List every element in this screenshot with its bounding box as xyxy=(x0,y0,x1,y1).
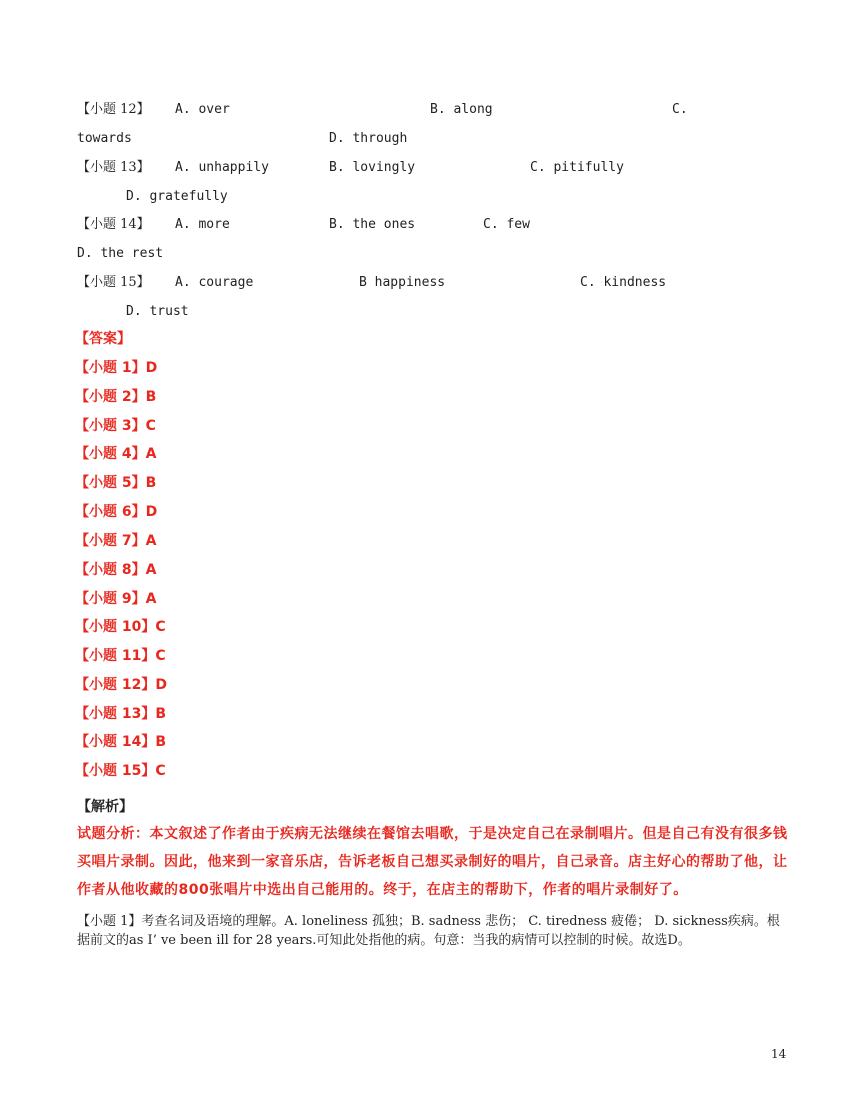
question-13-option-a: A. unhappily xyxy=(175,160,269,175)
answer-item: 【小题 9】A xyxy=(75,591,157,607)
answer-item: 【小题 11】C xyxy=(75,648,166,664)
question-12-label: 【小题 12】 xyxy=(77,102,150,117)
answer-item: 【小题 6】D xyxy=(75,504,158,520)
answer-item: 【小题 2】B xyxy=(75,389,157,405)
question-12-option-a: A. over xyxy=(175,102,230,117)
question-15-option-d: D. trust xyxy=(126,304,189,319)
answer-item: 【小题 12】D xyxy=(75,677,167,693)
question-15-option-b: B happiness xyxy=(359,275,446,290)
question-15-option-c: C. kindness xyxy=(580,275,667,290)
analysis-summary: 试题分析：本文叙述了作者由于疾病无法继续在餐馆去唱歌，于是决定自己在录制唱片。但是自己有没有很多钱买唱片录制。因此，他来到一家音乐店，告诉老板自己想买录制好的唱片，自己录音。店主好心的帮助了他，让作者从他收藏的800张唱片中选出自己能用的。终于，在店主的帮助下，作者的唱片录制好了。 xyxy=(77,826,788,898)
question-13-option-d: D. gratefully xyxy=(126,189,228,204)
answer-item: 【小题 14】B xyxy=(75,734,167,750)
question-15-option-a: A. courage xyxy=(175,275,254,290)
answer-item: 【小题 7】A xyxy=(75,533,157,549)
question-14-option-d: D. the rest xyxy=(77,246,164,261)
question-12-option-c-text: towards xyxy=(77,131,132,146)
answer-item: 【小题 10】C xyxy=(75,619,166,635)
answer-item: 【小题 1】D xyxy=(75,360,158,376)
question-15-label: 【小题 15】 xyxy=(77,275,150,290)
analysis-heading: 【解析】 xyxy=(77,799,133,815)
question-13-option-c: C. pitifully xyxy=(530,160,624,175)
answer-item: 【小题 8】A xyxy=(75,562,157,578)
analysis-question-1: 【小题 1】考查名词及语境的理解。A. loneliness 孤独；B. sadness 悲伤； C. tiredness 疲倦； D. sickness疾病。根据前文的as I’ ve been ill for 28 years.可知此处指他的病。句意：当我的病情可以控制的时候。故选D。 xyxy=(77,914,780,948)
answer-heading: 【答案】 xyxy=(75,331,131,347)
answer-item: 【小题 15】C xyxy=(75,763,166,779)
question-12-option-d: D. through xyxy=(329,131,408,146)
question-14-option-c: C. few xyxy=(483,217,530,232)
question-14-label: 【小题 14】 xyxy=(77,217,150,232)
answer-item: 【小题 5】B xyxy=(75,475,157,491)
question-13-label: 【小题 13】 xyxy=(77,160,150,175)
page-number: 14 xyxy=(771,1047,787,1061)
question-13-option-b: B. lovingly xyxy=(329,160,416,175)
answer-item: 【小题 4】A xyxy=(75,446,157,462)
question-14-option-b: B. the ones xyxy=(329,217,416,232)
answer-item: 【小题 13】B xyxy=(75,706,167,722)
answer-item: 【小题 3】C xyxy=(75,418,156,434)
question-14-option-a: A. more xyxy=(175,217,230,232)
question-12-option-b: B. along xyxy=(430,102,493,117)
question-12-option-c: C. xyxy=(672,102,688,117)
